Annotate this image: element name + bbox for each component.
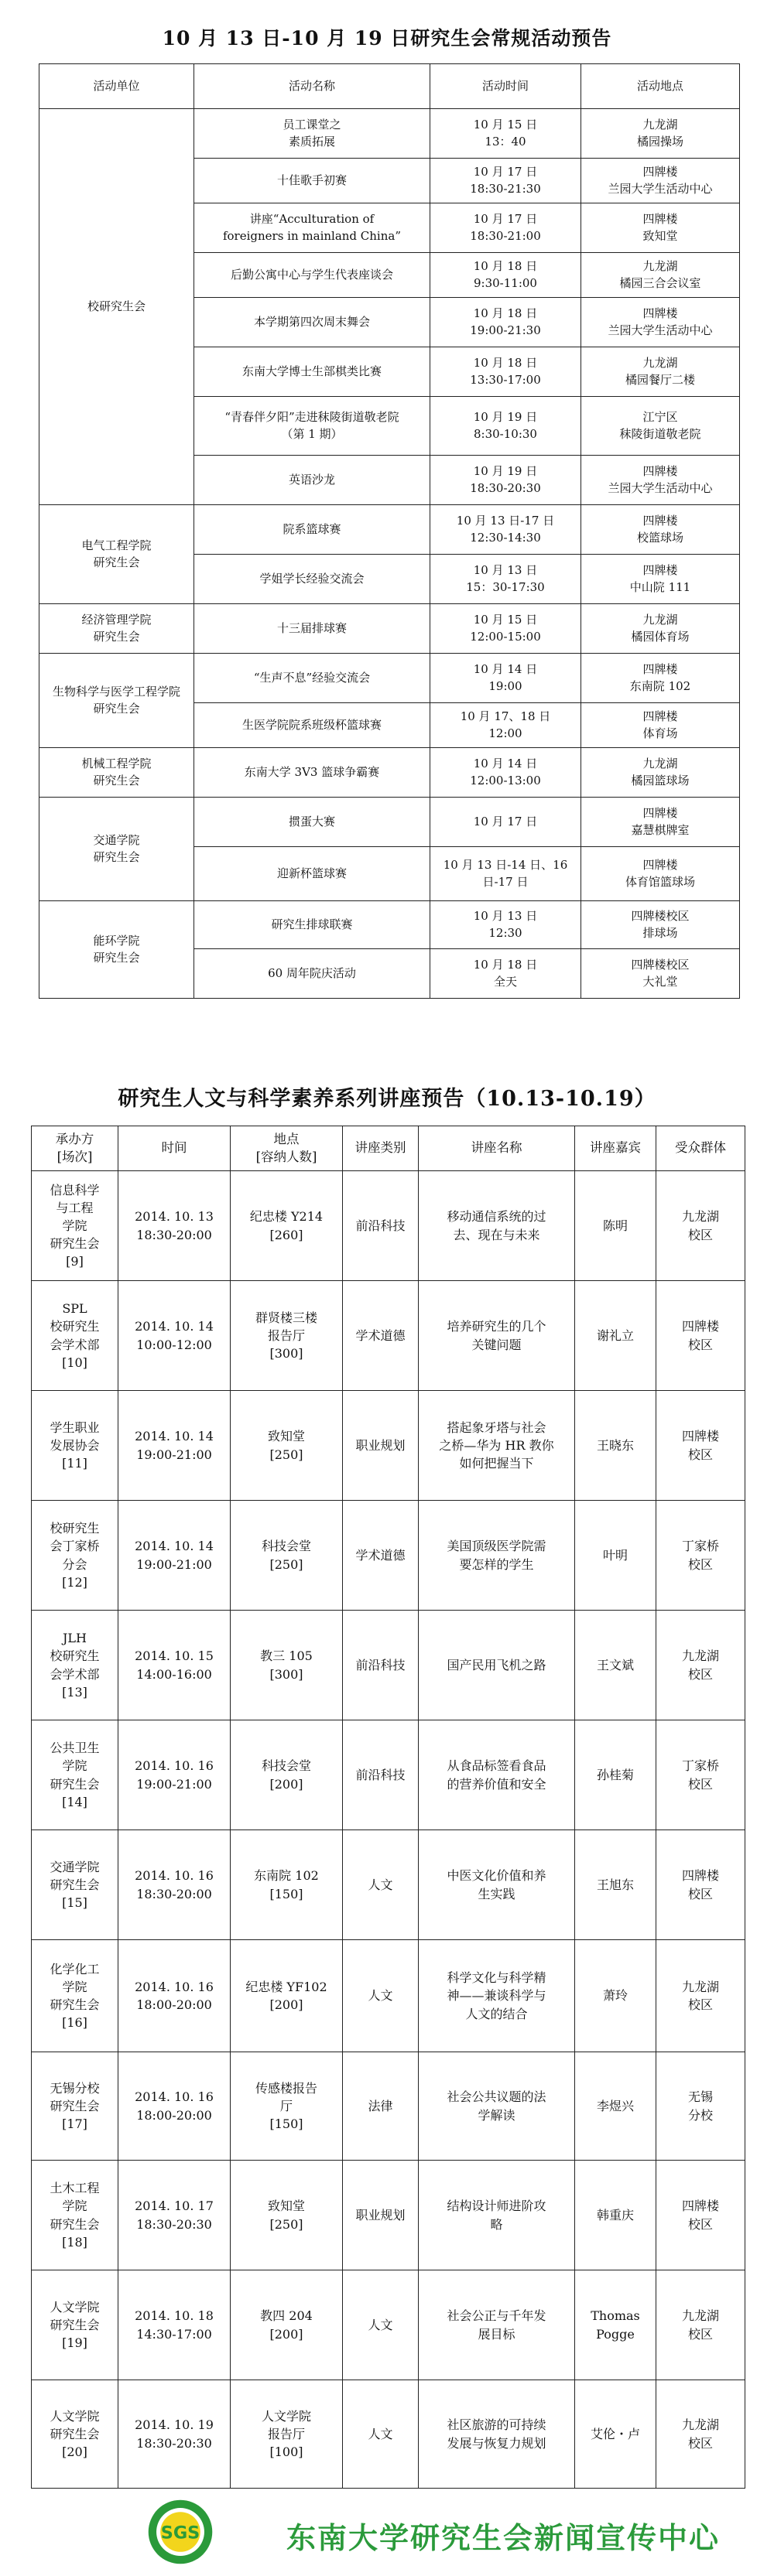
column-header: 时间 [118,1126,231,1171]
lecture-category-cell: 前沿科技 [343,1611,419,1720]
activity-place-cell: 四牌楼校区 大礼堂 [581,949,740,999]
lecture-speaker-cell: Thomas Pogge [575,2270,656,2380]
lecture-category-cell: 学术道德 [343,1281,419,1391]
table-row [39,604,740,654]
column-header: 活动单位 [39,64,194,109]
lecture-host-cell: 公共卫生 学院 研究生会 [14] [32,1720,118,1830]
column-header: 承办方 [场次] [32,1126,118,1171]
table-row [32,1501,745,1611]
activity-name-cell: 本学期第四次周末舞会 [194,298,430,347]
lecture-speaker-cell: 王晓东 [575,1391,656,1501]
table-row [39,505,740,555]
footer-org-name: 东南大学研究生会新闻宣传中心 [286,2521,721,2555]
lecture-name-cell: 社区旅游的可持续 发展与恢复力规划 [419,2380,575,2489]
column-header: 讲座嘉宾 [575,1126,656,1171]
lecture-place-cell: 教四 204 [200] [231,2270,343,2380]
lecture-name-cell: 培养研究生的几个 关键问题 [419,1281,575,1391]
table-row [32,2380,745,2489]
activity-time-cell: 10 月 15 日 12:00-15:00 [430,604,581,654]
activity-time-cell: 10 月 18 日 9:30-11:00 [430,253,581,298]
lecture-category-cell: 职业规划 [343,1391,419,1501]
unit-cell: 能环学院 研究生会 [39,901,194,999]
activity-place-cell: 四牌楼校区 排球场 [581,901,740,949]
lecture-name-cell: 移动通信系统的过 去、现在与未来 [419,1171,575,1281]
lecture-audience-cell: 九龙湖 校区 [656,1940,745,2052]
activity-place-cell: 四牌楼 中山院 111 [581,555,740,604]
activity-time-cell: 10 月 18 日 13:30-17:00 [430,347,581,397]
lecture-speaker-cell: 李煜兴 [575,2052,656,2161]
activity-time-cell: 10 月 13 日-17 日 12:30-14:30 [430,505,581,555]
lecture-speaker-cell: 王旭东 [575,1830,656,1940]
lecture-audience-cell: 四牌楼 校区 [656,1281,745,1391]
lecture-place-cell: 科技会堂 [200] [231,1720,343,1830]
activity-time-cell: 10 月 17 日 [430,798,581,847]
activity-place-cell: 九龙湖 橘园餐厅二楼 [581,347,740,397]
lecture-name-cell: 从食品标签看食品 的营养价值和安全 [419,1720,575,1830]
activity-name-cell: 十三届排球赛 [194,604,430,654]
activity-name-cell: 60 周年院庆活动 [194,949,430,999]
unit-cell: 电气工程学院 研究生会 [39,505,194,604]
lecture-place-cell: 致知堂 [250] [231,1391,343,1501]
lecture-time-cell: 2014. 10. 16 19:00-21:00 [118,1720,231,1830]
column-header: 活动名称 [194,64,430,109]
unit-cell: 生物科学与医学工程学院 研究生会 [39,654,194,748]
activity-place-cell: 四牌楼 致知堂 [581,203,740,253]
activity-name-cell: 院系篮球赛 [194,505,430,555]
table-row [32,1830,745,1940]
lecture-name-cell: 科学文化与科学精 神——兼谈科学与 人文的结合 [419,1940,575,2052]
activity-place-cell: 九龙湖 橘园操场 [581,109,740,159]
column-header: 受众群体 [656,1126,745,1171]
activity-place-cell: 四牌楼 东南院 102 [581,654,740,703]
table-row [32,1171,745,1281]
table-header-row [32,1126,745,1171]
column-header: 讲座类别 [343,1126,419,1171]
activity-time-cell: 10 月 14 日 12:00-13:00 [430,748,581,798]
lecture-name-cell: 搭起象牙塔与社会 之桥—华为 HR 教你 如何把握当下 [419,1391,575,1501]
lecture-name-cell: 社会公正与千年发 展目标 [419,2270,575,2380]
lecture-audience-cell: 四牌楼 校区 [656,1391,745,1501]
activity-name-cell: 生医学院院系班级杯篮球赛 [194,703,430,748]
lecture-place-cell: 纪忠楼 YF102 [200] [231,1940,343,2052]
activity-place-cell: 四牌楼 体育馆篮球场 [581,847,740,901]
lecture-speaker-cell: 艾伦・卢 [575,2380,656,2489]
activity-time-cell: 10 月 14 日 19:00 [430,654,581,703]
lecture-audience-cell: 丁家桥 校区 [656,1720,745,1830]
lecture-host-cell: 校研究生 会丁家桥 分会 [12] [32,1501,118,1611]
table-row [39,798,740,847]
table-row [32,1611,745,1720]
activity-time-cell: 10 月 17 日 18:30-21:30 [430,159,581,203]
activity-time-cell: 10 月 18 日 全天 [430,949,581,999]
lecture-speaker-cell: 王文斌 [575,1611,656,1720]
section1-title: 10 月 13 日-10 月 19 日研究生会常规活动预告 [162,27,612,50]
lecture-category-cell: 前沿科技 [343,1171,419,1281]
lectures-table [31,1126,745,2489]
activity-name-cell: 英语沙龙 [194,456,430,505]
lecture-category-cell: 人文 [343,1830,419,1940]
lecture-audience-cell: 无锡 分校 [656,2052,745,2161]
lecture-host-cell: JLH 校研究生 会学术部 [13] [32,1611,118,1720]
lecture-audience-cell: 丁家桥 校区 [656,1501,745,1611]
activity-place-cell: 九龙湖 橘园三合会议室 [581,253,740,298]
activity-name-cell: 东南大学博士生部棋类比赛 [194,347,430,397]
lecture-time-cell: 2014. 10. 14 19:00-21:00 [118,1501,231,1611]
lecture-time-cell: 2014. 10. 13 18:30-20:00 [118,1171,231,1281]
column-header: 讲座名称 [419,1126,575,1171]
activity-place-cell: 江宁区 秣陵街道敬老院 [581,397,740,456]
lecture-speaker-cell: 孙桂菊 [575,1720,656,1830]
activity-name-cell: 员工课堂之 素质拓展 [194,109,430,159]
lecture-place-cell: 纪忠楼 Y214 [260] [231,1171,343,1281]
lecture-category-cell: 人文 [343,2270,419,2380]
lecture-audience-cell: 九龙湖 校区 [656,2270,745,2380]
lecture-host-cell: 学生职业 发展协会 [11] [32,1391,118,1501]
lecture-host-cell: 人文学院 研究生会 [20] [32,2380,118,2489]
lecture-host-cell: 化学化工 学院 研究生会 [16] [32,1940,118,2052]
lecture-host-cell: 土木工程 学院 研究生会 [18] [32,2161,118,2270]
table-row [32,1940,745,2052]
activity-place-cell: 四牌楼 兰园大学生活动中心 [581,298,740,347]
activity-time-cell: 10 月 13 日-14 日、16 日-17 日 [430,847,581,901]
activity-name-cell: 讲座“Acculturation of foreigners in mainland China” [194,203,430,253]
activity-name-cell: 十佳歌手初赛 [194,159,430,203]
table-row [39,654,740,703]
activity-time-cell: 10 月 19 日 18:30-20:30 [430,456,581,505]
activity-name-cell: “生声不息”经验交流会 [194,654,430,703]
lecture-category-cell: 前沿科技 [343,1720,419,1830]
lecture-time-cell: 2014. 10. 14 10:00-12:00 [118,1281,231,1391]
lecture-time-cell: 2014. 10. 16 18:30-20:00 [118,1830,231,1940]
table-row [39,109,740,159]
lecture-time-cell: 2014. 10. 14 19:00-21:00 [118,1391,231,1501]
activity-time-cell: 10 月 17、18 日 12:00 [430,703,581,748]
table-row [32,1391,745,1501]
table-header-row [39,64,740,109]
lecture-speaker-cell: 谢礼立 [575,1281,656,1391]
lecture-time-cell: 2014. 10. 16 18:00-20:00 [118,2052,231,2161]
lecture-category-cell: 人文 [343,1940,419,2052]
activity-name-cell: 东南大学 3V3 篮球争霸赛 [194,748,430,798]
lecture-name-cell: 国产民用飞机之路 [419,1611,575,1720]
table-row [32,2270,745,2380]
activity-name-cell: “青春伴夕阳”走进秣陵街道敬老院 （第 1 期） [194,397,430,456]
lecture-speaker-cell: 韩重庆 [575,2161,656,2270]
lecture-place-cell: 东南院 102 [150] [231,1830,343,1940]
unit-cell: 经济管理学院 研究生会 [39,604,194,654]
activity-name-cell: 迎新杯篮球赛 [194,847,430,901]
lecture-speaker-cell: 陈明 [575,1171,656,1281]
activities-table [39,63,740,999]
table-row [32,1281,745,1391]
activity-place-cell: 九龙湖 橘园篮球场 [581,748,740,798]
table-row [39,748,740,798]
section2-title: 研究生人文与科学素养系列讲座预告（10.13-10.19） [118,1087,656,1111]
lecture-place-cell: 人文学院 报告厅 [100] [231,2380,343,2489]
activity-name-cell: 学姐学长经验交流会 [194,555,430,604]
column-header: 活动地点 [581,64,740,109]
lecture-audience-cell: 九龙湖 校区 [656,2380,745,2489]
unit-cell: 交通学院 研究生会 [39,798,194,901]
activity-time-cell: 10 月 13 日 15：30-17:30 [430,555,581,604]
lecture-time-cell: 2014. 10. 16 18:00-20:00 [118,1940,231,2052]
activity-time-cell: 10 月 19 日 8:30-10:30 [430,397,581,456]
lecture-name-cell: 美国顶级医学院需 要怎样的学生 [419,1501,575,1611]
activity-place-cell: 四牌楼 嘉慧棋牌室 [581,798,740,847]
activity-name-cell: 研究生排球联赛 [194,901,430,949]
activity-time-cell: 10 月 18 日 19:00-21:30 [430,298,581,347]
lecture-category-cell: 学术道德 [343,1501,419,1611]
lecture-time-cell: 2014. 10. 18 14:30-17:00 [118,2270,231,2380]
lecture-audience-cell: 九龙湖 校区 [656,1611,745,1720]
lecture-category-cell: 人文 [343,2380,419,2489]
lecture-time-cell: 2014. 10. 17 18:30-20:30 [118,2161,231,2270]
unit-cell: 校研究生会 [39,109,194,505]
lecture-speaker-cell: 叶明 [575,1501,656,1611]
lecture-category-cell: 职业规划 [343,2161,419,2270]
activity-name-cell: 后勤公寓中心与学生代表座谈会 [194,253,430,298]
activity-place-cell: 四牌楼 体育场 [581,703,740,748]
column-header: 活动时间 [430,64,581,109]
activity-place-cell: 九龙湖 橘园体育场 [581,604,740,654]
lecture-host-cell: 人文学院 研究生会 [19] [32,2270,118,2380]
activity-place-cell: 四牌楼 兰园大学生活动中心 [581,159,740,203]
activity-time-cell: 10 月 13 日 12:30 [430,901,581,949]
lecture-place-cell: 教三 105 [300] [231,1611,343,1720]
lecture-host-cell: 交通学院 研究生会 [15] [32,1830,118,1940]
logo-icon [147,2499,214,2565]
lecture-name-cell: 结构设计师进阶攻 略 [419,2161,575,2270]
lecture-place-cell: 群贤楼三楼 报告厅 [300] [231,1281,343,1391]
column-header: 地点 [容纳人数] [231,1126,343,1171]
lecture-speaker-cell: 萧玲 [575,1940,656,2052]
lecture-host-cell: 信息科学 与工程 学院 研究生会 [9] [32,1171,118,1281]
lecture-place-cell: 科技会堂 [250] [231,1501,343,1611]
activity-time-cell: 10 月 15 日 13：40 [430,109,581,159]
table-row [32,2052,745,2161]
lecture-time-cell: 2014. 10. 15 14:00-16:00 [118,1611,231,1720]
lecture-category-cell: 法律 [343,2052,419,2161]
activity-name-cell: 掼蛋大赛 [194,798,430,847]
lecture-host-cell: SPL 校研究生 会学术部 [10] [32,1281,118,1391]
table-row [39,901,740,949]
lecture-name-cell: 社会公共议题的法 学解读 [419,2052,575,2161]
lecture-time-cell: 2014. 10. 19 18:30-20:30 [118,2380,231,2489]
lecture-audience-cell: 四牌楼 校区 [656,2161,745,2270]
table-row [32,2161,745,2270]
footer [0,2497,774,2567]
lecture-audience-cell: 九龙湖 校区 [656,1171,745,1281]
activity-place-cell: 四牌楼 兰园大学生活动中心 [581,456,740,505]
lecture-host-cell: 无锡分校 研究生会 [17] [32,2052,118,2161]
activity-place-cell: 四牌楼 校篮球场 [581,505,740,555]
lecture-place-cell: 传感楼报告 厅 [150] [231,2052,343,2161]
unit-cell: 机械工程学院 研究生会 [39,748,194,798]
lecture-name-cell: 中医文化价值和养 生实践 [419,1830,575,1940]
svg-text:SGS: SGS [160,2523,200,2544]
activity-time-cell: 10 月 17 日 18:30-21:00 [430,203,581,253]
lecture-audience-cell: 四牌楼 校区 [656,1830,745,1940]
lecture-place-cell: 致知堂 [250] [231,2161,343,2270]
table-row [32,1720,745,1830]
